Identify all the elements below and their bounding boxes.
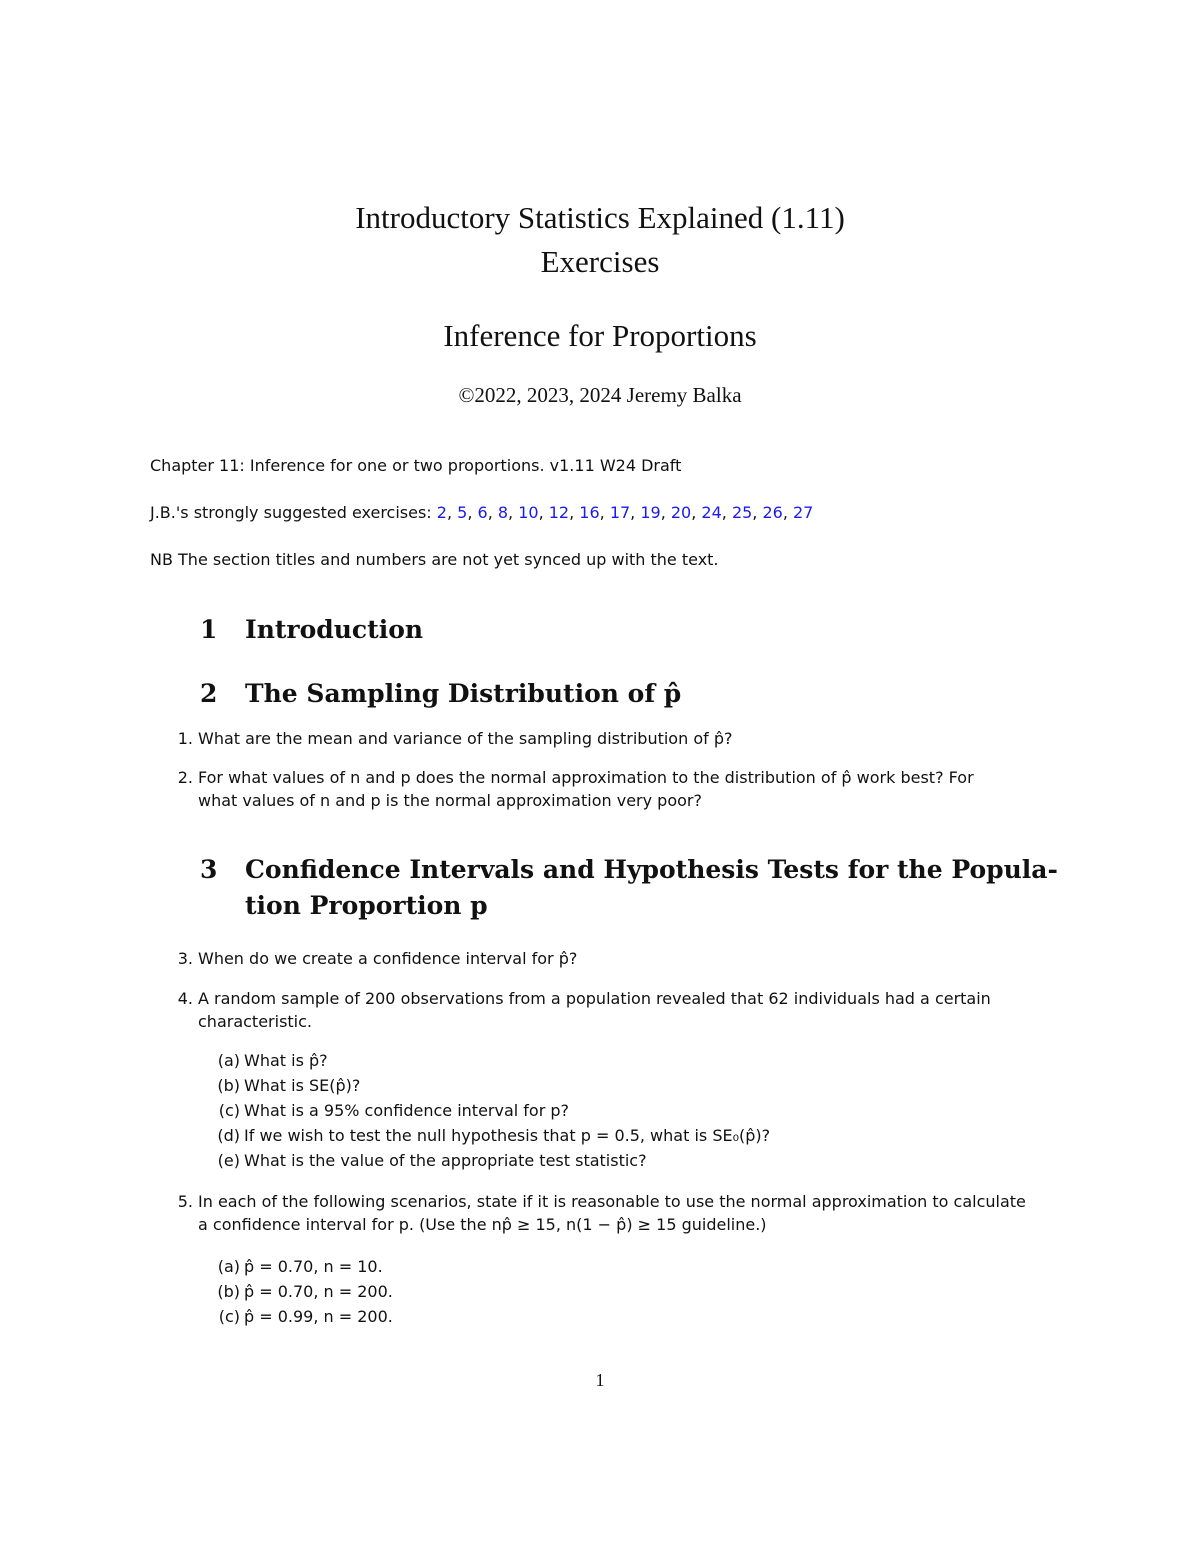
part-text: What is a 95% confidence interval for p? <box>244 1101 570 1120</box>
page-number: 1 <box>595 1370 605 1390</box>
exercise-part <box>200 1279 1060 1304</box>
part-label: (c) <box>218 1307 240 1326</box>
exercise-link[interactable]: 6 <box>477 503 488 522</box>
exercise-text-line: A random sample of 200 observations from a population revealed that 62 individuals had a certain <box>198 989 991 1008</box>
part-label: (a) <box>217 1257 240 1276</box>
section-number: 3 <box>200 855 218 884</box>
exercise-item <box>150 987 1050 1033</box>
exercise-link[interactable]: 8 <box>497 503 509 522</box>
exercise-text-line: what values of n and p is the normal approximation very poor? <box>198 791 702 810</box>
section-heading <box>200 612 423 648</box>
exercise-link[interactable]: 25 <box>731 503 753 522</box>
exercise-number: 5. <box>177 1192 193 1211</box>
exercise-text: What are the mean and variance of the sampling distribution of p̂? <box>198 729 733 748</box>
part-text: If we wish to test the null hypothesis that p = 0.5, what is SE₀(p̂)? <box>244 1126 771 1145</box>
exercise-number: 3. <box>177 949 193 968</box>
part-label: (d) <box>217 1126 240 1145</box>
exercise-item <box>150 727 1050 750</box>
exercise-number: 4. <box>177 989 193 1008</box>
part-label: (b) <box>217 1076 240 1095</box>
exercise-number: 2. <box>177 768 193 787</box>
exercise-part <box>200 1304 1060 1329</box>
document-subtitle: Exercises <box>540 244 660 279</box>
chapter-line: Chapter 11: Inference for one or two proportions. v1.11 W24 Draft <box>150 456 682 475</box>
chapter-topic: Inference for Proportions <box>443 318 757 353</box>
part-text: p̂ = 0.99, n = 200. <box>244 1307 393 1326</box>
exercise-link[interactable]: 24 <box>701 503 722 522</box>
exercise-part <box>200 1073 1060 1098</box>
part-text: p̂ = 0.70, n = 10. <box>244 1257 383 1276</box>
exercise-part <box>200 1148 1060 1173</box>
exercise-link[interactable]: 17 <box>609 503 631 522</box>
exercise-text-line: For what values of n and p does the normal approximation to the distribution of p̂ work best? For <box>198 768 974 787</box>
exercise-link[interactable]: 16 <box>579 503 600 522</box>
title-block <box>0 196 1200 410</box>
exercise-number: 1. <box>177 729 193 748</box>
exercise-part <box>200 1048 1060 1073</box>
exercise-link[interactable]: 12 <box>548 503 570 522</box>
exercise-item <box>150 947 1050 970</box>
section-heading <box>200 676 681 712</box>
section-heading <box>200 852 1058 924</box>
exercise-part-list <box>200 1048 1060 1173</box>
exercise-part <box>200 1254 1060 1279</box>
part-label: (c) <box>218 1101 240 1120</box>
exercise-link[interactable]: 19 <box>640 503 661 522</box>
section-title: Introduction <box>245 615 424 644</box>
exercise-part <box>200 1123 1060 1148</box>
note-line: NB The section titles and numbers are not yet synced up with the text. <box>150 550 719 569</box>
copyright-line: ©2022, 2023, 2024 Jeremy Balka <box>458 383 742 407</box>
exercise-link[interactable]: 5 <box>457 503 468 522</box>
part-text: What is p̂? <box>244 1051 328 1070</box>
exercise-text: When do we create a confidence interval for p̂? <box>198 949 578 968</box>
section-title: The Sampling Distribution of p̂ <box>245 679 682 708</box>
exercise-link[interactable]: 10 <box>518 503 539 522</box>
exercise-link[interactable]: 20 <box>670 503 692 522</box>
exercise-link[interactable]: 2 <box>436 503 447 522</box>
section-title-line: Confidence Intervals and Hypothesis Tests for the Popula- <box>245 855 1058 884</box>
part-label: (b) <box>217 1282 240 1301</box>
exercise-text-line: characteristic. <box>198 1012 312 1031</box>
exercise-item <box>150 1190 1050 1236</box>
exercise-part-list <box>200 1254 1060 1329</box>
exercise-item <box>150 766 1050 812</box>
exercise-part <box>200 1098 1060 1123</box>
exercise-link[interactable]: 26 <box>762 503 783 522</box>
suggested-label: J.B.'s strongly suggested exercises: <box>150 503 437 522</box>
section-number: 2 <box>200 679 218 708</box>
section-number: 1 <box>200 615 218 644</box>
part-label: (e) <box>217 1151 240 1170</box>
part-label: (a) <box>217 1051 240 1070</box>
document-title: Introductory Statistics Explained (1.11) <box>355 200 845 235</box>
part-text: p̂ = 0.70, n = 200. <box>244 1282 393 1301</box>
section-title-line: tion Proportion p <box>245 891 488 920</box>
exercise-text-line: In each of the following scenarios, state if it is reasonable to use the normal approximation to calculate <box>198 1192 1026 1211</box>
part-text: What is SE(p̂)? <box>244 1076 361 1095</box>
suggested-exercises: J.B.'s strongly suggested exercises: 2, 5, 6, 8, 10, 12, 16, 17, 19, 20, 24, 25, 26, 27 <box>150 503 814 522</box>
exercise-link[interactable]: 27 <box>793 503 814 522</box>
exercise-text-line: a confidence interval for p. (Use the np̂ ≥ 15, n(1 − p̂) ≥ 15 guideline.) <box>198 1215 767 1234</box>
part-text: What is the value of the appropriate test statistic? <box>244 1151 647 1170</box>
